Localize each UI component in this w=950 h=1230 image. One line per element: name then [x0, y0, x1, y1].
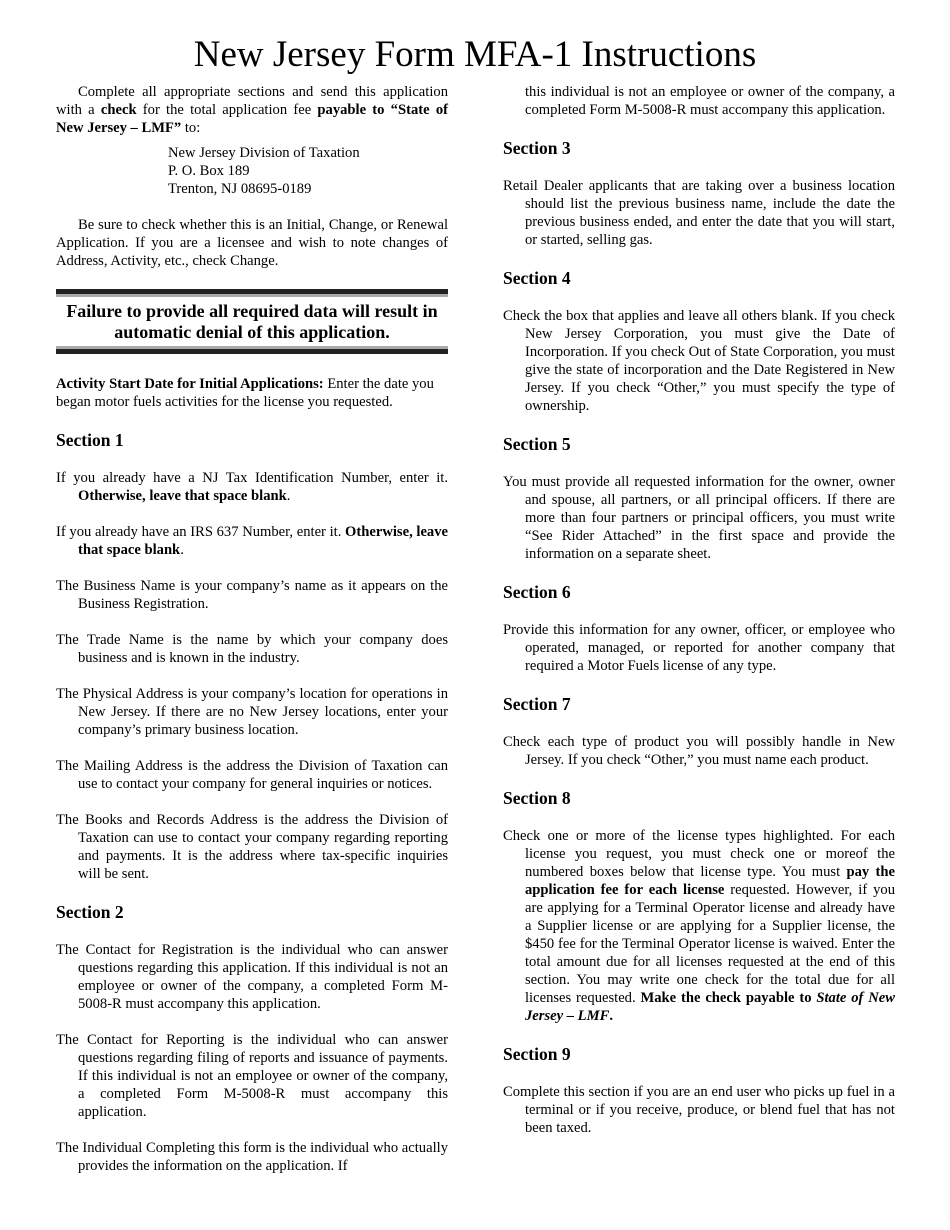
section-3-text: Retail Dealer applicants that are taking over a business location should list the previous business name, include the date the previous business ended, and enter the date that you will start, or started, selling gas.: [503, 178, 895, 248]
address-line: P. O. Box 189: [168, 163, 250, 179]
section-9-text: Complete this section if you are an end user who picks up fuel in a terminal or if you receive, produce, or blend fuel that has not been taxed.: [503, 1084, 895, 1136]
business-name-instruction: The Business Name is your company’s name as it appears on the Business Registration.: [56, 578, 448, 612]
address-line: New Jersey Division of Taxation: [168, 145, 360, 161]
application-type-paragraph: Be sure to check whether this is an Initial, Change, or Renewal Application. If you are a licensee and wish to note changes of Address, Activity, etc., check Change.: [56, 217, 448, 269]
books-records-instruction: The Books and Records Address is the address the Division of Taxation can use to contact your company regarding reporting and payments. It is the address where tax-specific inquiries will be sent.: [56, 812, 448, 882]
page-title: New Jersey Form MFA-1 Instructions: [193, 34, 757, 75]
section-7-heading: Section 7: [503, 694, 571, 714]
section-7-text: Check each type of product you will possibly handle in New Jersey. If you check “Other,” you must name each product.: [503, 734, 895, 768]
trade-name-instruction: The Trade Name is the name by which your company does business and is known in the industry.: [56, 632, 448, 666]
mailing-address-block: [168, 144, 448, 198]
contact-reporting-instruction: The Contact for Reporting is the individual who can answer questions regarding filing of reports and issuance of payments. If this individual is not an employee or owner of the company, a completed Form M-5008-R must accompany this application.: [56, 1032, 448, 1120]
section-1-heading: Section 1: [56, 430, 124, 450]
intro-paragraph: Complete all appropriate sections and send this application with a check for the total application fee payable to “State of New Jersey – LMF” to:: [56, 84, 448, 136]
section-8-text: Check one or more of the license types highlighted. For each license you request, you must check one or moreof the numbered boxes below that license type. You must pay the application fee for each license requested. However, if you are applying for a Terminal Operator license and already have a Supplier license or are applying for a Supplier license, the $450 fee for the Terminal Operator license is waived. Enter the total amount due for all licenses requested at the end of this section. You may write one check for the total due for all licenses requested. Make the check payable to State of New Jersey – LMF.: [503, 828, 895, 1024]
section-5-heading: Section 5: [503, 434, 571, 454]
physical-address-instruction: The Physical Address is your company’s location for operations in New Jersey. If there are no New Jersey locations, enter your company’s primary business location.: [56, 686, 448, 738]
irs-number-instruction: If you already have an IRS 637 Number, enter it. Otherwise, leave that space blank.: [56, 524, 448, 558]
section-5-text: You must provide all requested information for the owner, owner and spouse, all partners, or all principal officers. If there are more than four partners or principal officers, you must write “See Rider Attached” in the first space and provide the information on a separate sheet.: [503, 474, 895, 562]
left-column: [56, 83, 448, 1175]
contact-registration-instruction: The Contact for Registration is the individual who can answer questions regarding this application. If this individual is not an employee or owner of the company, a completed Form M-5008-R must accompany this application.: [56, 942, 448, 1012]
section-4-heading: Section 4: [503, 268, 571, 288]
section-8-heading: Section 8: [503, 788, 571, 808]
section-6-heading: Section 6: [503, 582, 571, 602]
individual-completing-continued: this individual is not an employee or owner of the company, a completed Form M-5008-R must accompany this application.: [525, 84, 895, 118]
section-6-text: Provide this information for any owner, officer, or employee who operated, managed, or reported for another company that required a Motor Fuels license of any type.: [503, 622, 895, 674]
activity-start-paragraph: Activity Start Date for Initial Applications: Enter the date you began motor fuels activities for the license you requested.: [56, 376, 434, 410]
tax-id-instruction: If you already have a NJ Tax Identification Number, enter it. Otherwise, leave that space blank.: [56, 470, 448, 504]
section-3-heading: Section 3: [503, 138, 571, 158]
individual-completing-instruction: The Individual Completing this form is the individual who actually provides the information on the application. If: [56, 1140, 448, 1174]
mailing-address-instruction: The Mailing Address is the address the Division of Taxation can use to contact your company for general inquiries or notices.: [56, 758, 448, 792]
section-4-text: Check the box that applies and leave all others blank. If you check New Jersey Corporation, you must give the Date of Incorporation. If you check Out of State Corporation, you must give the state of incorporation and the Date Registered in New Jersey. If you check “Other,” you must specify the type of ownership.: [503, 308, 895, 414]
right-column: [503, 83, 895, 1155]
denial-warning-banner: Failure to provide all required data will result in automatic denial of this application.: [56, 289, 448, 354]
section-9-heading: Section 9: [503, 1044, 571, 1064]
section-2-heading: Section 2: [56, 902, 124, 922]
address-line: Trenton, NJ 08695-0189: [168, 181, 312, 197]
